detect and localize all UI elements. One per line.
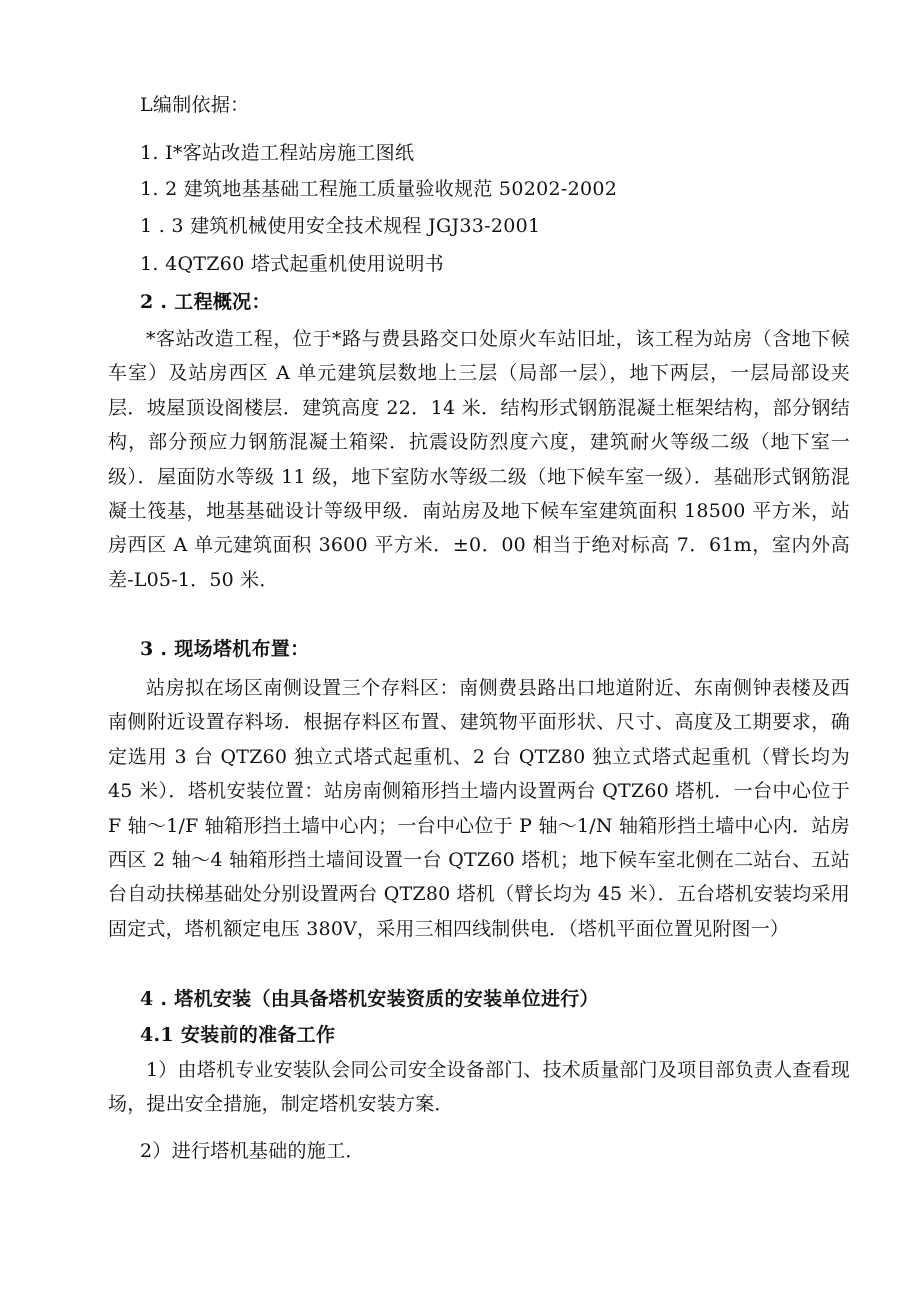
- install-heading: 4 . 塔机安装（由具备塔机安装资质的安装单位进行）: [140, 988, 599, 1010]
- basis-item-1: 1. I*客站改造工程站房施工图纸: [140, 142, 415, 164]
- basis-item-4: 1. 4QTZ60 塔式起重机使用说明书: [140, 253, 444, 275]
- basis-item-3: 1 . 3 建筑机械使用安全技术规程 JGJ33-2001: [140, 215, 541, 237]
- layout-heading: 3 . 现场塔机布置：: [140, 638, 310, 660]
- layout-paragraph: 站房拟在场区南侧设置三个存料区：南侧费县路出口地道附近、东南侧钟表楼及西南侧附近设置存料场．根据存料区布置、建筑物平面形状、尺寸、高度及工期要求，确定选用 3 台 QTZ60 独立式塔式起重机、2 台 QTZ80 独立式塔式起重机（臂长均为 45 米）．塔机安装位置：站房南侧箱形挡土墙内设置两台 QTZ60 塔机．一台中心位于 F 轴～1/F 轴箱形挡土墙中心内；一台中心位于 P 轴～1/N 轴箱形挡土墙中心内．站房西区 2 轴～4 轴箱形挡土墙间设置一台 QTZ60 塔机；地下候车室北侧在二站台、五站台自动扶梯基础处分别设置两台 QTZ80 塔机（臂长均为 45 米）．五台塔机安装均采用固定式，塔机额定电压 380V，采用三相四线制供电．（塔机平面位置见附图一）: [108, 677, 850, 940]
- overview-heading: 2 . 工程概况：: [140, 291, 271, 313]
- prep-item-2: 2）进行塔机基础的施工．: [140, 1140, 365, 1162]
- prep-heading: 4.1 安装前的准备工作: [140, 1024, 336, 1046]
- overview-paragraph: *客站改造工程，位于*路与费县路交口处原火车站旧址，该工程为站房（含地下候车室）及站房西区 A 单元建筑层数地上三层（局部一层），地下两层，一层局部设夹层．坡屋顶设阁楼层．建筑高度 22．14 米．结构形式钢筋混凝土框架结构，部分钢结构，部分预应力钢筋混凝土箱梁．抗震设防烈度六度，建筑耐火等级二级（地下室一级）．屋面防水等级 11 级，地下室防水等级二级（地下候车室一级）．基础形式钢筋混凝土筏基，地基基础设计等级甲级．南站房及地下候车室建筑面积 18500 平方米，站房西区 A 单元建筑面积 3600 平方米．±0．00 相当于绝对标高 7．61m，室内外高差-L05-1．50 米．: [108, 328, 850, 591]
- basis-item-2: 1. 2 建筑地基基础工程施工质量验收规范 50202-2002: [140, 178, 618, 200]
- prep-item-1: 1）由塔机专业安装队会同公司安全设备部门、技术质量部门及项目部负责人查看现场，提出安全措施，制定塔机安装方案．: [108, 1059, 850, 1116]
- basis-heading: L编制依据：: [140, 94, 250, 116]
